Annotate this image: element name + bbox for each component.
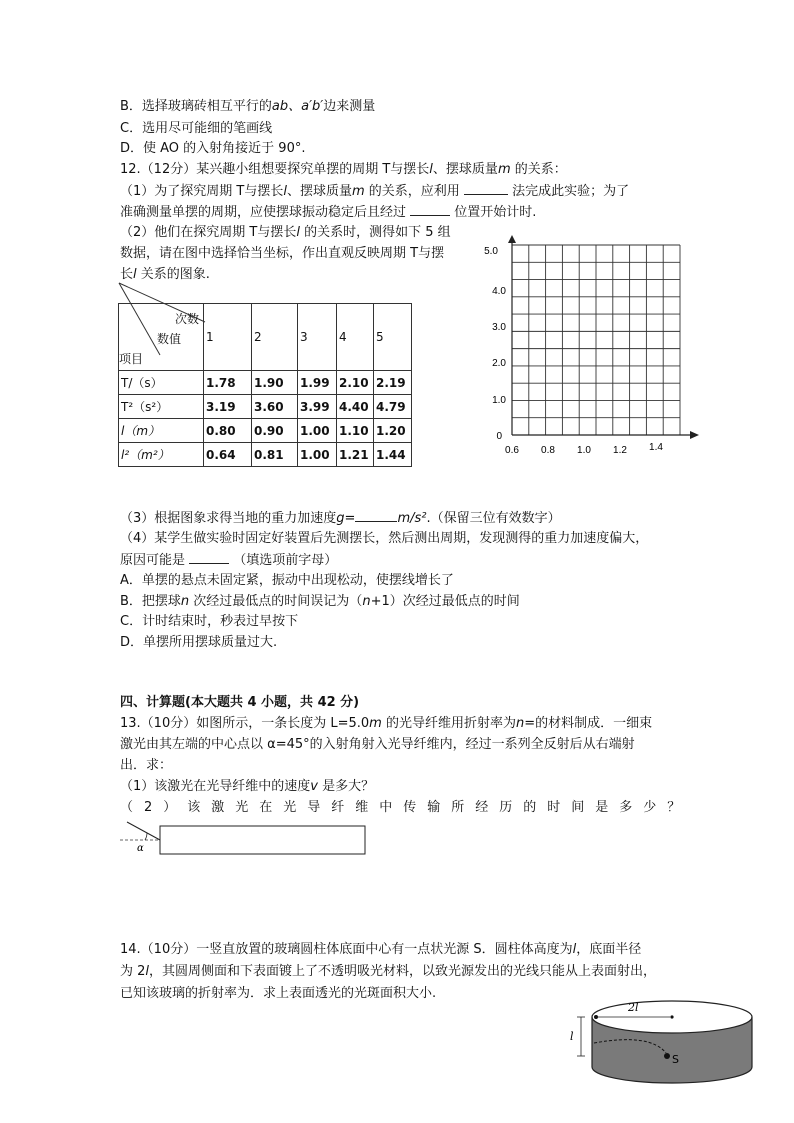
radius-label: 2l [628,1001,639,1014]
q12-part2-line1: （2）他们在探究周期 T与摆长l 的关系时，测得如下 5 组 [120,225,451,240]
table-header-cell: 2 [252,304,298,371]
table-header-cell: 1 [204,304,252,371]
q11-option-c: C．选用尽可能细的笔画线 [120,121,273,136]
y-tick-label: 5.0 [484,246,498,257]
answer-blank [355,509,397,522]
angle-arc [145,833,147,840]
q12-part1-line2: 准确测量单摆的周期，应使摆球振动稳定后且经过 位置开始计时. [120,205,537,220]
table-row: T/（s） 1.78 1.90 1.99 2.10 2.19 [119,371,412,395]
q12-option-c: C．计时结束时，秒表过早按下 [120,614,299,629]
center-point [670,1015,673,1018]
y-tick-label: 0 [496,431,502,442]
table-header-cell: 3 [298,304,337,371]
section-title: 四、计算题(本大题共 4 小题，共 42 分) [120,695,360,710]
fiber-rect [160,826,365,854]
table-row: l²（m²） 0.64 0.81 1.00 1.21 1.44 [119,443,412,467]
q12-part2-line2: 数据，请在图中选择恰当坐标，作出直观反映周期 T与摆 [120,246,445,261]
incident-ray [127,822,160,840]
table-header-cell: 5 [374,304,412,371]
table-corner-cell: 次数 数值 项目 [119,304,204,371]
x-tick-label: 1.4 [649,442,663,453]
q14-line3: 已知该玻璃的折射率为．求上表面透光的光斑面积大小. [120,986,437,1001]
x-axis-arrow [690,431,699,439]
q12-part3: （3）根据图象求得当地的重力加速度g= m/s².（保留三位有效数字） [120,511,561,526]
q12-option-d: D．单摆所用摆球质量过大. [120,635,278,650]
pendulum-data-table [118,303,412,467]
answer-blank [189,551,229,564]
grid-lines [512,245,680,435]
q12-part2-line3: 长l 关系的图象. [120,267,210,282]
source-label: S [672,1053,679,1066]
rim-point [594,1015,598,1019]
q12-stem: 12.（12分）某兴趣小组想要探究单摆的周期 T与摆长l、摆球质量m 的关系： [120,162,567,177]
y-tick-label: 2.0 [492,358,506,369]
q12-option-a: A．单摆的悬点未固定紧，振动中出现松动，使摆线增长了 [120,573,454,588]
q12-option-b: B．把摆球n 次经过最低点的时间误记为（n+1）次经过最低点的时间 [120,594,520,609]
glass-cylinder-figure [570,995,760,1095]
optical-fiber-figure [115,820,375,875]
light-source-point [664,1053,670,1059]
table-row: l（m） 0.80 0.90 1.00 1.10 1.20 [119,419,412,443]
x-tick-label: 1.0 [577,445,591,456]
height-label: l [570,1030,574,1043]
y-tick-label: 1.0 [492,395,506,406]
y-axis-arrow [508,235,516,243]
x-tick-label: 0.6 [505,445,519,456]
y-tick-label: 3.0 [492,322,506,333]
table-header-cell: 4 [337,304,374,371]
q13-subq2: （2）该激光在光导纤维中传输所经历的时间是多少？ [120,800,692,815]
q13-line3: 出．求： [120,758,173,773]
q13-subq1: （1）该激光在光导纤维中的速度v 是多大？ [120,779,375,794]
q14-line2: 为 2l，其圆周侧面和下表面镀上了不透明吸光材料，以致光源发出的光线只能从上表面射出， [120,964,657,979]
x-tick-label: 1.2 [613,445,627,456]
q11-option-b: B．选择玻璃砖相互平行的ab、a′b′边来测量 [120,99,376,114]
table-row: T²（s²） 3.19 3.60 3.99 4.40 4.79 [119,395,412,419]
q13-line2: 激光由其左端的中心点以 α=45°的入射角射入光导纤维内，经过一系列全反射后从右端射 [120,737,635,752]
q12-part1-line1: （1）为了探究周期 T与摆长l、摆球质量m 的关系，应利用 法完成此实验；为了 [120,184,630,199]
y-tick-label: 4.0 [492,286,506,297]
q14-line1: 14.（10分）一竖直放置的玻璃圆柱体底面中心有一点状光源 S．圆柱体高度为l，底面半径 [120,942,642,957]
q12-part4-line2: 原因可能是 （填选项前字母） [120,553,338,568]
blank-graph-grid [480,235,700,460]
q13-line1: 13.（10分）如图所示，一条长度为 L=5.0m 的光导纤维用折射率为n=的材料制成．一细束 [120,716,653,731]
q11-option-d: D．使 AO 的入射角接近于 90°. [120,141,306,156]
q12-part4-line1: （4）某学生做实验时固定好装置后先测摆长，然后测出周期，发现测得的重力加速度偏大， [120,531,649,546]
x-tick-label: 0.8 [541,445,555,456]
alpha-label: α [137,843,144,854]
